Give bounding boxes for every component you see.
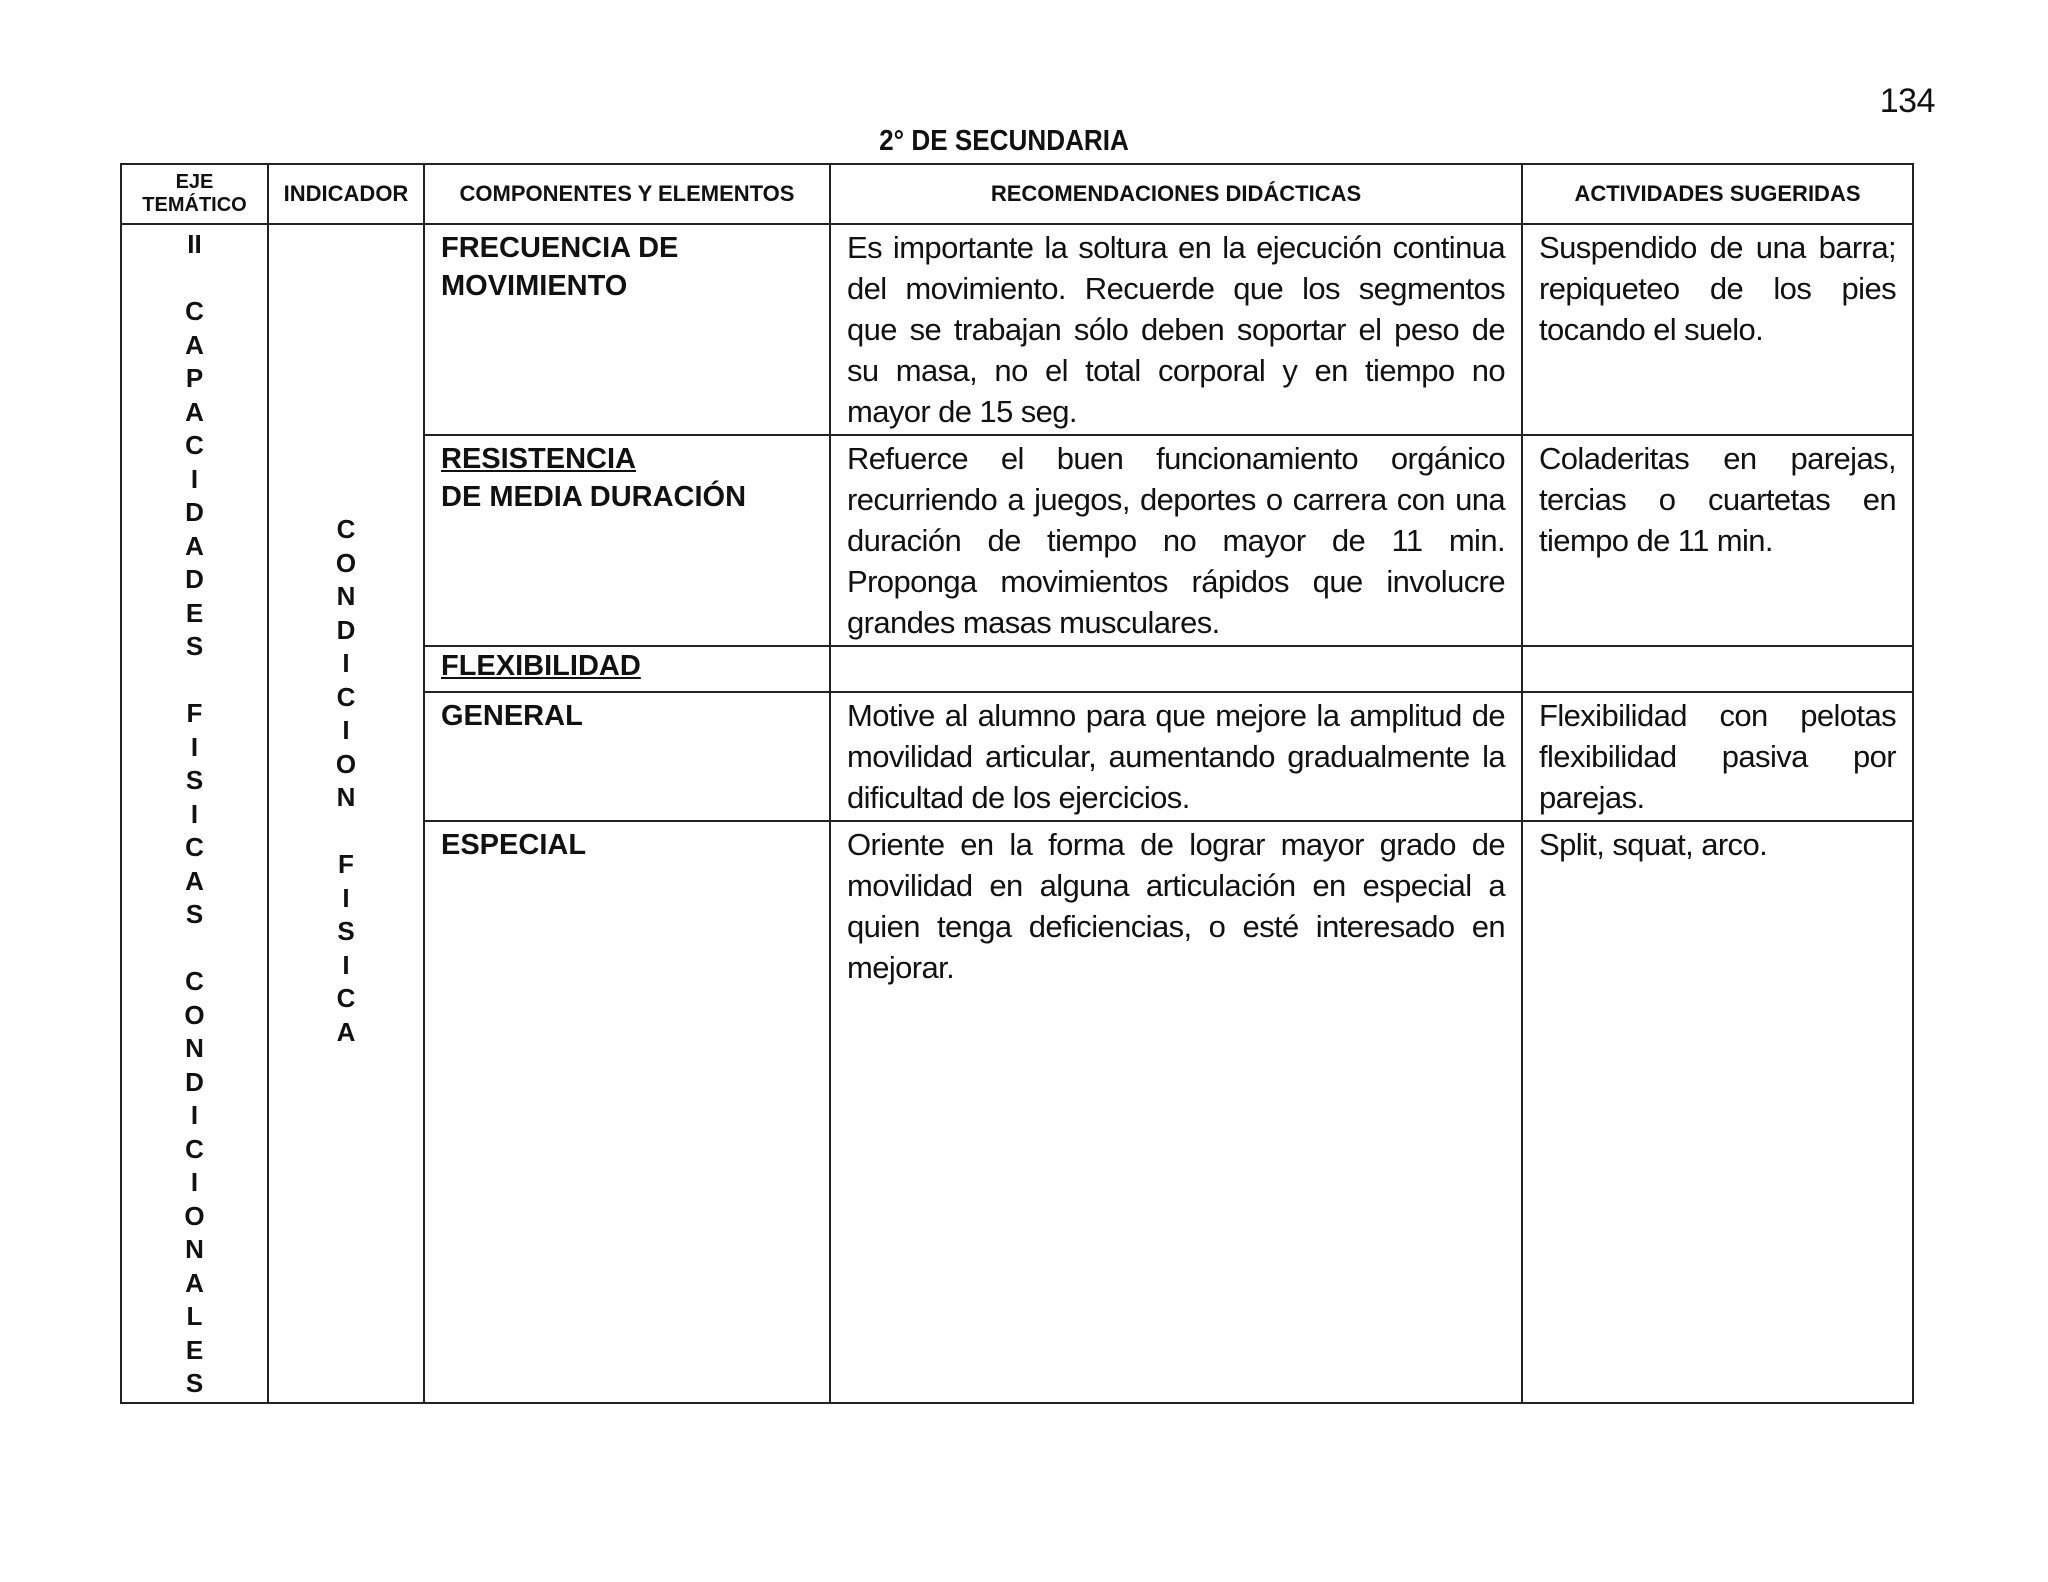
vertical-letter: N: [336, 581, 356, 611]
componente-cell: [424, 821, 830, 1403]
indicador-vertical-text: [270, 513, 422, 1049]
recomendacion-cell: [830, 646, 1522, 692]
vertical-letter: C: [336, 514, 356, 544]
header-eje-line-2: TEMÁTICO: [142, 194, 247, 216]
header-indicador: INDICADOR: [268, 164, 424, 224]
header-componentes: COMPONENTES Y ELEMENTOS: [424, 164, 830, 224]
vertical-letter: C: [185, 296, 204, 326]
componente-cell: [424, 692, 830, 821]
curriculum-table: [120, 163, 1914, 1404]
vertical-letter: F: [338, 849, 354, 879]
vertical-letter: C: [185, 966, 204, 996]
vertical-letter: C: [185, 832, 204, 862]
vertical-letter: E: [185, 597, 204, 628]
vertical-letter: F: [186, 698, 203, 728]
vertical-letter: N: [185, 1033, 204, 1063]
header-eje-line-1: EJE: [175, 171, 214, 193]
vertical-letter: C: [336, 681, 356, 712]
vertical-letter: I: [190, 463, 199, 494]
header-eje-tematico: [121, 164, 268, 224]
componente-cell: [424, 435, 830, 646]
vertical-letter: D: [336, 614, 356, 645]
vertical-letter: I: [342, 882, 350, 913]
vertical-letter: I: [190, 731, 199, 762]
vertical-letter: A: [336, 1016, 356, 1047]
indicador-cell: [268, 224, 424, 1403]
componente-label: FLEXIBILIDAD: [441, 650, 641, 682]
vertical-letter: [270, 815, 422, 849]
recomendacion-cell: Es importante la soltura en la ejecución continua del movimiento. Recuerde que los segmentos que se trabajan sólo deben soportar el peso de su masa, no el total corporal y en tiempo no mayor de 15 seg.: [830, 224, 1522, 435]
componente-label: RESISTENCIA: [441, 443, 636, 475]
componente-label: ESPECIAL: [441, 829, 587, 861]
eje-tematico-cell: [121, 224, 268, 1403]
componente-label: GENERAL: [441, 700, 583, 732]
vertical-letter: A: [185, 396, 204, 427]
actividad-cell: Flexibilidad con pelotas flexibilidad pasiva por parejas.: [1522, 692, 1913, 821]
vertical-letter: [123, 932, 266, 966]
recomendacion-cell: Motive al alumno para que mejore la amplitud de movilidad articular, aumentando gradualmente la dificultad de los ejercicios.: [830, 692, 1522, 821]
vertical-letter: I: [342, 715, 350, 745]
vertical-letter: D: [185, 564, 204, 594]
vertical-letter: [123, 262, 266, 296]
header-row: [121, 164, 1913, 224]
componente-cell: [424, 646, 830, 692]
vertical-letter: I: [342, 949, 350, 980]
header-recomendaciones: RECOMENDACIONES DIDÁCTICAS: [830, 164, 1522, 224]
vertical-letter: A: [185, 865, 204, 896]
vertical-letter: N: [336, 782, 356, 812]
recomendacion-cell: Refuerce el buen funcionamiento orgánico recurriendo a juegos, deportes o carrera con una duración de tiempo no mayor de 11 min. Proponga movimientos rápidos que involucre grandes masas musculares.: [830, 435, 1522, 646]
vertical-letter: D: [185, 1066, 204, 1097]
eje-tematico-vertical-text: [123, 228, 266, 1401]
componente-label: DE MEDIA DURACIÓN: [441, 481, 747, 513]
actividad-cell: Split, squat, arco.: [1522, 821, 1913, 1403]
vertical-letter: A: [185, 530, 204, 561]
vertical-letter: I: [342, 648, 350, 678]
vertical-letter: I: [190, 1100, 199, 1130]
page-number: 134: [1879, 82, 1935, 120]
componente-label: MOVIMIENTO: [441, 270, 628, 302]
vertical-letter: E: [185, 1334, 204, 1365]
vertical-letter: O: [335, 748, 357, 779]
vertical-letter: D: [185, 497, 204, 527]
actividad-cell: [1522, 646, 1913, 692]
vertical-letter: S: [185, 631, 204, 661]
recomendacion-cell: Oriente en la forma de lograr mayor grado de movilidad en alguna articulación en especial a quien tenga deficiencias, o esté interesado en mejorar.: [830, 821, 1522, 1403]
vertical-letter: O: [184, 1200, 205, 1231]
table-row: [121, 224, 1913, 435]
vertical-letter: S: [337, 916, 355, 946]
vertical-letter: II: [187, 229, 202, 259]
vertical-letter: I: [190, 798, 199, 829]
vertical-letter: C: [185, 430, 204, 460]
vertical-letter: O: [184, 999, 205, 1030]
vertical-letter: I: [190, 1167, 199, 1197]
actividad-cell: Coladeritas en parejas, tercias o cuartetas en tiempo de 11 min.: [1522, 435, 1913, 646]
vertical-letter: S: [185, 1368, 204, 1398]
componente-cell: [424, 224, 830, 435]
vertical-letter: S: [185, 765, 204, 795]
vertical-letter: S: [185, 899, 204, 929]
componente-label: FRECUENCIA DE: [441, 232, 679, 264]
vertical-letter: O: [335, 547, 357, 578]
vertical-letter: C: [185, 1133, 204, 1164]
vertical-letter: [123, 664, 266, 698]
actividad-cell: Suspendido de una barra; repiqueteo de los pies tocando el suelo.: [1522, 224, 1913, 435]
vertical-letter: A: [185, 329, 204, 360]
header-actividades: ACTIVIDADES SUGERIDAS: [1522, 164, 1913, 224]
vertical-letter: C: [336, 983, 356, 1013]
vertical-letter: L: [186, 1301, 203, 1331]
vertical-letter: A: [185, 1267, 204, 1298]
page-title: 2° DE SECUNDARIA: [879, 125, 1129, 157]
vertical-letter: P: [185, 363, 204, 393]
vertical-letter: N: [185, 1234, 204, 1264]
